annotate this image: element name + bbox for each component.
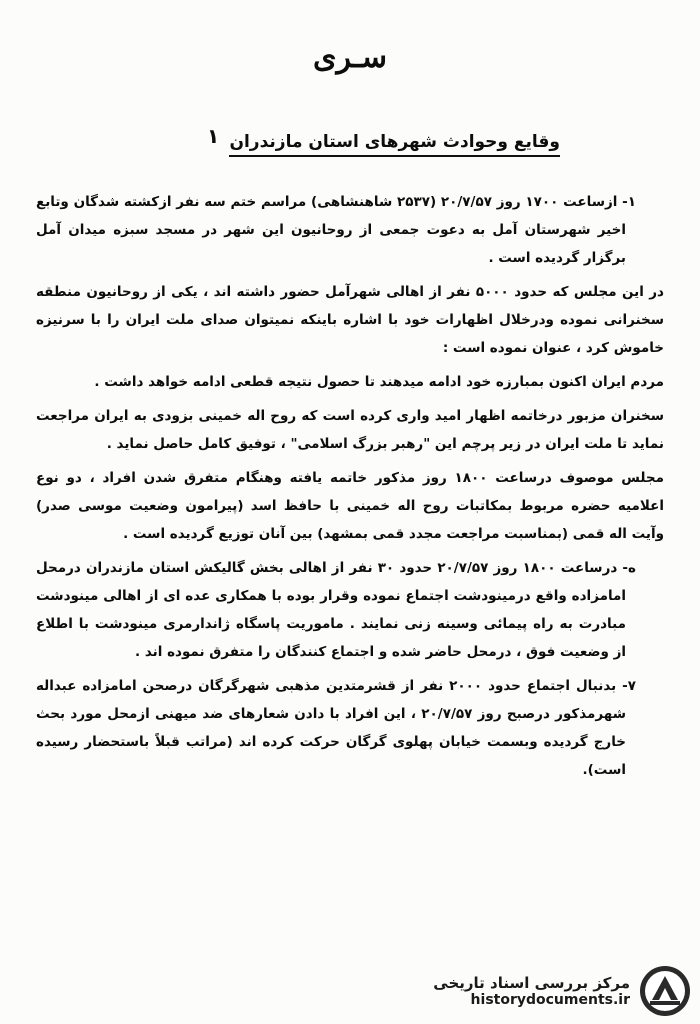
paragraph-1: ۱- ازساعت ۱۷۰۰ روز ۲۰/۷/۵۷ (۲۵۳۷ شاهنشاهی) مراسم ختم سه نفر ازکشته شدگان وتابع اخیر شهرستان آمل به دعوت جمعی از روحانیون این شهر در مسجد سبزه میدان آمل برگزار گردیده است . <box>36 194 636 266</box>
document-title: وقایع وحوادث شهرهای استان مازندران <box>229 132 560 157</box>
footnote-mark: ۱ <box>207 124 220 148</box>
watermark-name: مرکز بررسی اسناد تاریخی <box>433 974 630 992</box>
paragraph-3: مردم ایران اکنون بمبارزه خود ادامه میدهند تا حصول نتیجه قطعی ادامه خواهد داشت . <box>94 374 664 390</box>
watermark-url: historydocuments.ir <box>470 992 630 1008</box>
paragraph-6: ه- درساعت ۱۸۰۰ روز ۲۰/۷/۵۷ حدود ۳۰ نفر از اهالی بخش گالیکش استان مازندران درمحل امامزاده واقع درمینودشت اجتماع نموده وقرار بوده با همکاری عده ای از اهالی مینودشت مبادرت به راه پیمائی وسینه زنی نمایند . ماموریت پاسگاه ژاندارمری مینودشت با اطلاع از وضعیت فوق ، درمحل حاضر شده و اجتماع کنندگان را متفرق نموده اند . <box>36 560 636 660</box>
paragraph-5: مجلس موصوف درساعت ۱۸۰۰ روز مذکور خاتمه یافته وهنگام متفرق شدن افراد ، دو نوع اعلامیه حضره مربوط بمکاتبات روح اله خمینی با حافظ اسد (پیرامون وضعیت موسی صدر) وآیت اله قمی (بمناسبت مراجعت مجدد قمی بمشهد) بین آنان توزیع گردیده است . <box>36 470 664 542</box>
paragraph-4: سخنران مزبور درخاتمه اظهار امید واری کرده است که روح اله خمینی بزودی به ایران مراجعت نماید تا ملت ایران در زیر پرچم این "رهبر بزرگ اسلامی" ، توفیق کامل حاصل نماید . <box>36 408 664 452</box>
watermark-text <box>433 974 630 1008</box>
archive-watermark <box>402 962 692 1020</box>
archive-logo-icon <box>638 964 692 1018</box>
paragraph-2: در این مجلس که حدود ۵۰۰۰ نفر از اهالی شهرآمل حضور داشته اند ، یکی از روحانیون منطقه سخنرانی نموده ودرخلال اظهارات خود با اشاره باینکه نمیتوان صدای ملت ایران را با سرنیزه خاموش کرد ، عنوان نموده است : <box>36 284 664 356</box>
classification-heading: سـرى <box>313 40 387 75</box>
paragraph-7: ۷- بدنبال اجتماع حدود ۲۰۰۰ نفر از قشرمتدین مذهبی شهرگرگان درصحن امامزاده عبداله شهرمذکور درصبح روز ۲۰/۷/۵۷ ، این افراد با دادن شعارهای ضد میهنی ازمحل مورد بحث خارج گردیده وبسمت خیابان پهلوی گرگان حرکت کرده اند (مراتب قبلاً باستحضار رسیده است). <box>36 678 636 778</box>
document-body <box>36 188 664 790</box>
